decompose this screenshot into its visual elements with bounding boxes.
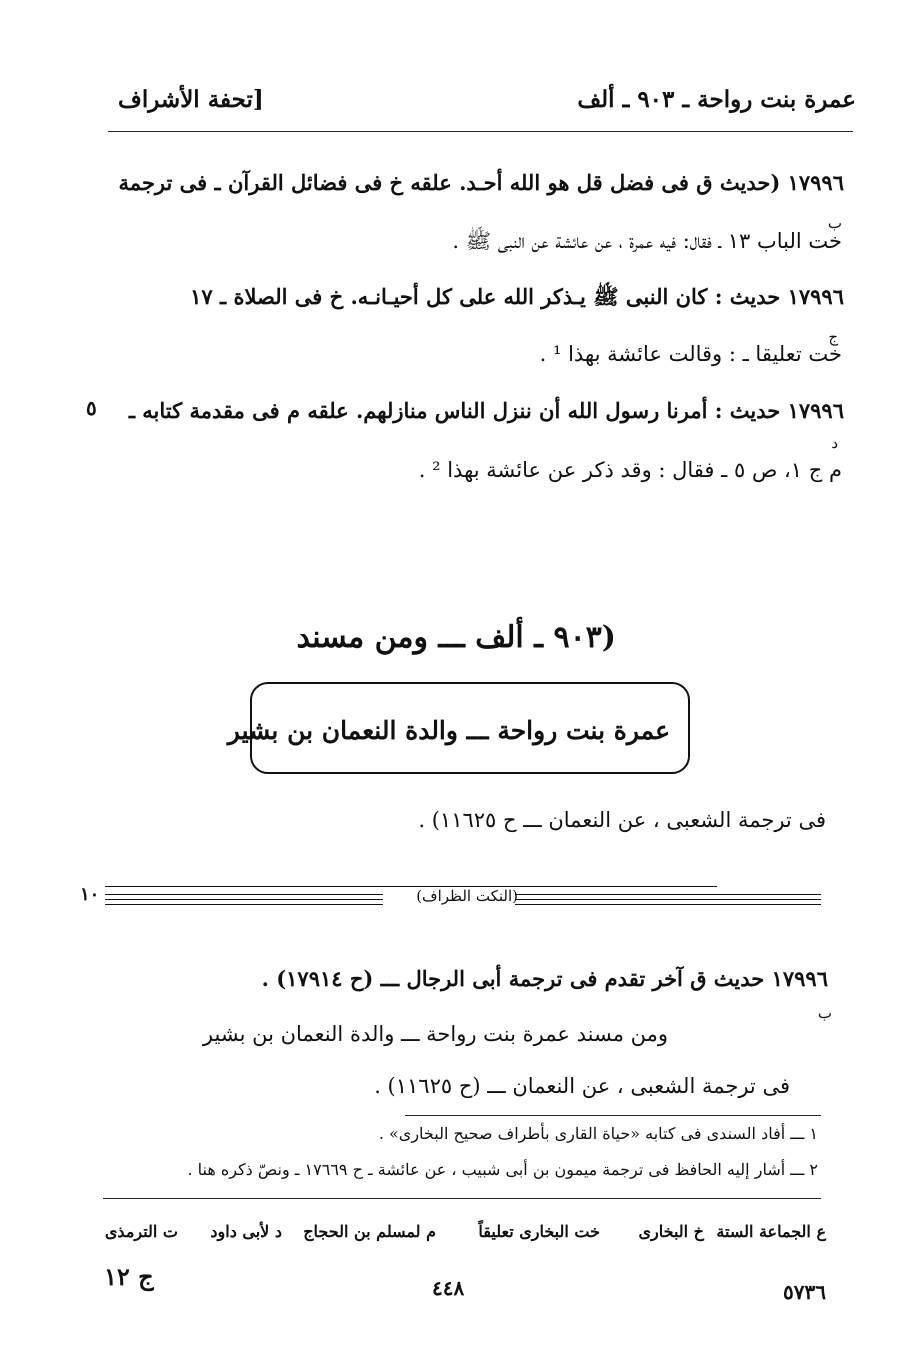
section-heading: (٩٠٣ ـ ألف ـــ ومن مسند: [296, 620, 616, 655]
abbr-muslim: م لمسلم بن الحجاج: [303, 1222, 436, 1241]
divider-caption: (النكت الظراف): [416, 887, 518, 905]
volume-number: ج ١٢: [104, 1262, 154, 1291]
entry-3-margin-number: ٥: [86, 396, 97, 420]
nukat-side-mark: ب: [817, 1004, 832, 1022]
nukat-line3: فى ترجمة الشعبى ، عن النعمان ـــ (ح ١١٦٢٥) .: [374, 1074, 790, 1098]
footnote-1: ١ ـــ أفاد السندى فى كتابه «حياة القارى بأطراف صحيح البخارى» .: [378, 1124, 818, 1143]
entry-2-side-mark: ج: [828, 328, 838, 346]
page-number: ٤٤٨: [432, 1276, 465, 1300]
running-title-left: [تحفة الأشراف: [118, 86, 264, 113]
divider-right-line-1: [515, 894, 821, 895]
entry-2-line2: خت تعليقا ـ : وقالت عائشة بهذا ¹ .: [539, 342, 842, 366]
entry-1-line2: خت الباب ١٣ ـ فقال: فيه عمرة ، عن عائشة عن النبى ﷺ .: [452, 229, 842, 253]
footer-rule: [103, 1198, 821, 1199]
section-note: فى ترجمة الشعبى ، عن النعمان ـــ ح ١١٦٢٥) .: [418, 808, 826, 832]
entry-3-line1: ١٧٩٩٦ حديث : أمرنا رسول الله أن ننزل الناس منازلهم. علقه م فى مقدمة كتابه ـ: [128, 398, 844, 423]
footnote-2: ٢ ـــ أشار إليه الحافظ فى ترجمة ميمون بن أبى شبيب ، عن عائشة ـ ح ١٧٦٦٩ ـ ونصّ ذكره هنا .: [187, 1160, 818, 1179]
musnad-title: عمرة بنت رواحة ـــ والدة النعمان بن بشير: [227, 716, 670, 745]
divider-right-line-2: [515, 899, 821, 900]
divider-line-top: [105, 886, 717, 887]
footnote-rule: [405, 1115, 821, 1116]
divider-left-line-3: [105, 904, 383, 905]
divider-right-line-3: [515, 904, 821, 905]
line-number-mark: ١٠: [80, 884, 100, 905]
hadith-index-number: ٥٧٣٦: [783, 1280, 826, 1304]
abbr-abu-dawud: د لأبى داود: [210, 1222, 282, 1241]
entry-3-line2: م ج ١، ص ٥ ـ فقال : وقد ذكر عن عائشة بهذا ² .: [418, 458, 842, 482]
nukat-entry-line1: ١٧٩٩٦ حديث ق آخر تقدم فى ترجمة أبى الرجال ـــ (ح ١٧٩١٤) .: [261, 966, 828, 991]
entry-3-side-mark: د: [831, 434, 838, 452]
abbr-bukhari-taliq: خت البخارى تعليقاً: [478, 1222, 600, 1241]
nukat-line2: ومن مسند عمرة بنت رواحة ـــ والدة النعمان بن بشير: [202, 1022, 668, 1046]
divider-left-line-2: [105, 899, 383, 900]
running-title-right: عمرة بنت رواحة ـ ٩٠٣ ـ ألف: [577, 86, 856, 113]
abbr-tirmidhi: ت الترمذى: [104, 1222, 178, 1241]
divider-left-line-1: [105, 894, 383, 895]
entry-2-line1: ١٧٩٩٦ حديث : كان النبى ﷺ يـذكر الله على كل أحيـانـه. خ فى الصلاة ـ ١٧: [190, 284, 844, 309]
entry-1-line1: ١٧٩٩٦ (حديث ق فى فضل قل هو الله أحـد. علقه خ فى فضائل القرآن ـ فى ترجمة: [118, 170, 844, 195]
header-rule: [108, 131, 853, 132]
abbr-bukhari: خ البخارى: [638, 1222, 704, 1241]
abbr-jamaa: ع الجماعة الستة: [716, 1222, 826, 1241]
entry-1-side-mark: ب: [827, 214, 842, 232]
